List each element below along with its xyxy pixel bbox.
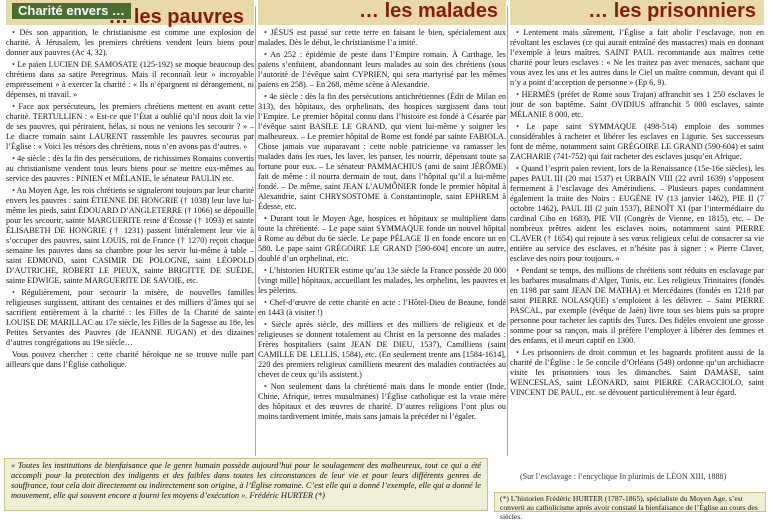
column-prisonniers bbox=[510, 0, 764, 455]
column-divider bbox=[507, 6, 508, 456]
paragraphs-malades bbox=[258, 28, 506, 422]
banner-pauvres bbox=[6, 0, 254, 28]
paragraph: • Régulièrement, pour secourir la misère, de nouvelles familles religieuses surgissent, attirant des centaines et des milliers d’âmes qui se sacrifient entièrement à la charité : les Filles de la Charité de sainte LOUISE DE MARILLAC au 17e siècle, les Filles de la Sagesse au 18e, les Petites Servantes des Pauvres (de JEANNE JUGAN) et des dizaines d’autres congrégations au 19e siècle… bbox=[6, 288, 254, 348]
paragraph: • Face aux persécuteurs, les premiers chrétiens mettent en avant cette charité. TERTULLIEN : « Est-ce que l’État a oublié qu’il nous doit la vie de ses pauvres, qui périraient, hélas, si nous ne venions les secourir ? » – Le diacre romain saint LAURENT rassemble les pauvres secourus par l’Église : « Voici les trésors des chrétiens, nous n’en avons pas d’autres. » bbox=[6, 102, 254, 152]
paragraph: • Dès son apparition, le christianisme est comme une explosion de charité. À Jérusalem, les premiers chrétiens vendent leurs biens pour donner aux pauvres (Ac 4, 32). bbox=[6, 28, 254, 58]
paragraph: • JÉSUS est passé sur cette terre en faisant le bien, spécialement aux malades. Dès le début, le christianisme l’a imité. bbox=[258, 28, 506, 48]
section-title-malades: … les malades bbox=[359, 0, 498, 22]
paragraph: • Chef-d’œuvre de cette charité en acte : l’Hôtel-Dieu de Beaune, fondé en 1443 (à visiter !) bbox=[258, 298, 506, 318]
section-title-prisonniers: … les prisonniers bbox=[588, 0, 756, 22]
paragraph: • Au Moyen Age, les rois chrétiens se signaleront toujours par leur charité envers les pauvres : saint ÉTIENNE DE HONGRIE († 1038) leur lave lui-même les pieds, saint ÉDOUARD D’ANGLETERRE († 1066) se dépouille pour les secourir, sainte MARGUERITE reine d’Écosse († 1093) et sainte ÉLISABETH DE HONGRIE († 1231) passent littéralement leur vie à s’occuper des pauvres, saint LOUIS, roi de France († 1270) reçoit chaque semaine les pauvres dans sa chambre pour les servir lui-même à table – saint EDMOND, saint CASIMIR DE POLOGNE, saint LÉOPOLD D’AUTRICHE, ROBERT LE PIEUX, sainte BRIGITTE DE SUÈDE, sainte EDWIGE, sainte MARGUERITE DE SAVOIE, etc. bbox=[6, 186, 254, 286]
paragraphs-prisonniers bbox=[510, 28, 764, 398]
column-pauvres bbox=[6, 0, 254, 455]
hurter-quote-box: « Toutes les institutions de bienfaisance que le genre humain possède aujourd’hui pour le soulagement des malheureux, tout ce qui a été accompli pour la protection des indigents et des faibles dans toutes les circonstances de leur vie et pour leurs différents genres de souffrance, tout cela doit directement ou indirectement son origine, à l’Église romaine. C’est elle qui a donné l’exemple, elle qui a donné le mouvement, elle qui souvent encore a fourni les moyens d’exécution ». Frédéric HURTER (*) bbox=[4, 458, 488, 511]
encyclical-reference: (Sur l’esclavage : l’encyclique In plurimis de LÉON XIII, 1888) bbox=[520, 472, 727, 481]
paragraph: • Les prisonniers de droit commun et les bagnards profitent aussi de la charité de l’Église : le 5e concile d’Orléans (549) ordonne qu’un archidiacre visite les prisonniers tous les dimanches. Saint DAMASE, saint WENCESLAS, saint LÉONARD, saint PIERRE CARACCIOLO, saint VINCENT DE PAUL, etc. se dévouent particulièrement à leur égard. bbox=[510, 348, 764, 398]
paragraph: • Lentement mais sûrement, l’Église a fait abolir l’esclavage, non en révoltant les esclaves (ce qui aurait entraîné des massacres) mais en donnant l’exemple à leurs maîtres. SAINT PAUL recommande aux maîtres cette charité pour leurs esclaves : « Ne les traitez pas avec menaces, sachant que vous avez les uns et les autres dans le Ciel un maître commun, devant qui il n’y a point d’acception de personne » (Ep 6, 9). bbox=[510, 28, 764, 88]
banner-malades bbox=[258, 0, 506, 25]
paragraph: • Le païen LUCIEN DE SAMOSATE (125-192) se moque beaucoup des chrétiens dans sa satire Peregrinus. Mais il reconnaît leur « incroyable empressement » à exercer la charité : « Ils n’épargnent ni dérangement, ni dépenses, ni travail. » bbox=[6, 60, 254, 100]
paragraph: • Non seulement dans la chrétienté mais dans le monde entier (Inde, Chine, Afrique, terres musulmanes) l’Église catholique est la vraie mère des hôpitaux et des œuvres de charité. D’autres religions l’ont plus ou moins tardivement imitée, mais sans jamais la précéder ni l’égaler. bbox=[258, 382, 506, 422]
paragraph: • Le pape saint SYMMAQUE (498-514) emploie des sommes considérables à racheter et libérer les esclaves en Ligurie. Ses successeurs font de même, notamment saint GRÉGOIRE LE GRAND (590-604) et saint ZACHARIE (741-752) qui fait racheter des esclaves jusqu’en Afrique. bbox=[510, 122, 764, 162]
paragraph: • Quand l’esprit païen revient, lors de la Renaissance (15e-16e siècles), les papes PAUL III (20 mai 1537) et URBAIN VIII (22 avril 1639) s’opposent fermement à l’esclavage des Amérindiens. – Plusieurs papes condamnent également la traite des Noirs : EUGÈNE IV (13 janvier 1462), PIE II (7 octobre 1462), PAUL III (2 juin 1537), BENOÎT XI (par l’intermédiaire du cardinal Cibo en 1683), PIE VII (Congrès de Vienne, en 1815), etc. – De nombreux prêtres aident les esclaves noirs, notamment saint PIERRE CLAVER († 1654) qui rejoute à ses vœux religieux celui de consacrer sa vie entière au service des esclaves, et n’hésite pas à signer : « Pierre Claver, esclave des noirs pour toujours. » bbox=[510, 164, 764, 264]
paragraph: • Siècle après siècle, des milliers et des milliers de religieux et de religieuses se donnent totalement au Christ en la personne des malades : Frères hospitaliers (saint JEAN DE DIEU, 1537), Camilliens (saint CAMILLE DE LELLIS, 1584), etc. (En seulement trente ans [1584-1614], 220 des premiers religieux camilliens meurent des maladies contractées au chevet de ceux qu’ils assistent.) bbox=[258, 320, 506, 380]
paragraph: • 4e siècle : dès la fin des persécutions antichrétiennes (Édit de Milan en 313), des hôpitaux, des orphelinats, des hospices surgissent dans tout l’Empire. Le premier hôpital connu dans l’histoire est fondé à Césarée par l’évêque saint BASILE LE GRAND, qui vient lui-même y soigner les malheureux. – Le premier hôpital de Rome est fondé par sainte FABIOLA. Chose jamais vue auparavant : cette noble patricienne va ramasser les malades dans les rues, les laver, les panser, les nourrir, dépensant toute sa fortune pour eux. – Le sénateur PAMMACHIUS (ami de saint JÉRÔME) fait de même : il nourra dermain de tout, dans l’hôpital qu’il a lui-même fondé. – De même, saint JEAN L’AUMÔNIER fonde le premier hôpital à Alexandrie, saint CHRYSOSTOME à Constantinople, saint EPHREM à Édesse, etc. bbox=[258, 92, 506, 212]
paragraph: • L’historien HURTER estime qu’au 13e siècle la France possède 20 000 [vingt mille] hôpitaux, accueillant les malades, les orphelins, les pauvres et les pèlerins. bbox=[258, 266, 506, 296]
section-title-pauvres: … les pauvres bbox=[108, 6, 244, 28]
paragraphs-pauvres bbox=[6, 28, 254, 370]
paragraph: • Pendant se temps, des millions de chrétiens sont réduits en esclavage par les barbares musulmans d’Alger, Tunis, etc. Les religieux Trinitaires (fondés en 1198 par saint JEAN DE MATHA) et Mercédaires (fondés en 1218 par saint PIERRE NOLASQUE) s’emploient à les délivrer. – Saint PIERRE PASCAL, par exemple (évêque de Jaén) livre tous ses biens puis sa propre personne pour racheter les captifs des Turcs. Des fidèles envoient une grosse somme pour sa rançon, mais il préfère l’employer à libérer des femmes et des enfants, et il meurt captif en 1300. bbox=[510, 266, 764, 346]
paragraph: • 4e siècle : dès la fin des persécutions, de richissimes Romains convertis au christianisme vendent tous leurs biens pour se mettre eux-mêmes au service des pauvres : PINIEN et MÉLANIE, le sénateur PAULIN etc. bbox=[6, 154, 254, 184]
paragraph: • HERMÈS (préfet de Rome sous Trajan) affranchit ses 1 250 esclaves le jour de son baptême. Saint OVIDIUS affranchit 5 000 esclaves, sainte MÉLANIE 8 000, etc. bbox=[510, 90, 764, 120]
column-divider bbox=[255, 6, 256, 456]
hurter-footnote: (*) L’historien Frédéric HURTER (1787-1865), spécialiste du Moyen Age, s’est converti au catholicisme après avoir constaté la bienfaisance de l’Église au cours des siècles. bbox=[494, 492, 766, 512]
banner-prisonniers bbox=[510, 0, 764, 25]
paragraph: • An 252 : épidémie de peste dans l’Empire romain. À Carthage, les païens s’enfuient, abandonnant leurs malades au soin des chrétiens (sous l’autorité de l’évêque saint CYPRIEN, qui sera martyrisé par les mêmes païens en 258). – En 268, même scène à Alexandrie. bbox=[258, 50, 506, 90]
series-title: Charité envers … bbox=[12, 3, 131, 19]
paragraph: Vous pouvez chercher : cette charité héroïque ne se trouve nulle part ailleurs que dans l’Église catholique. bbox=[6, 350, 254, 369]
paragraph: • Durant tout le Moyen Age, hospices et hôpitaux se multiplient dans toute la chrétienté. – Le pape saint SYMMAQUE fonde un nouvel hôpital à Rome au début du 6e siècle. Le pape PÉLAGE II en fonde encore un en 580. Le pape saint GRÉGOIRE LE GRAND [590-604] encore un autre, doublé d’un orphelinat, etc. bbox=[258, 214, 506, 264]
column-malades bbox=[258, 0, 506, 455]
